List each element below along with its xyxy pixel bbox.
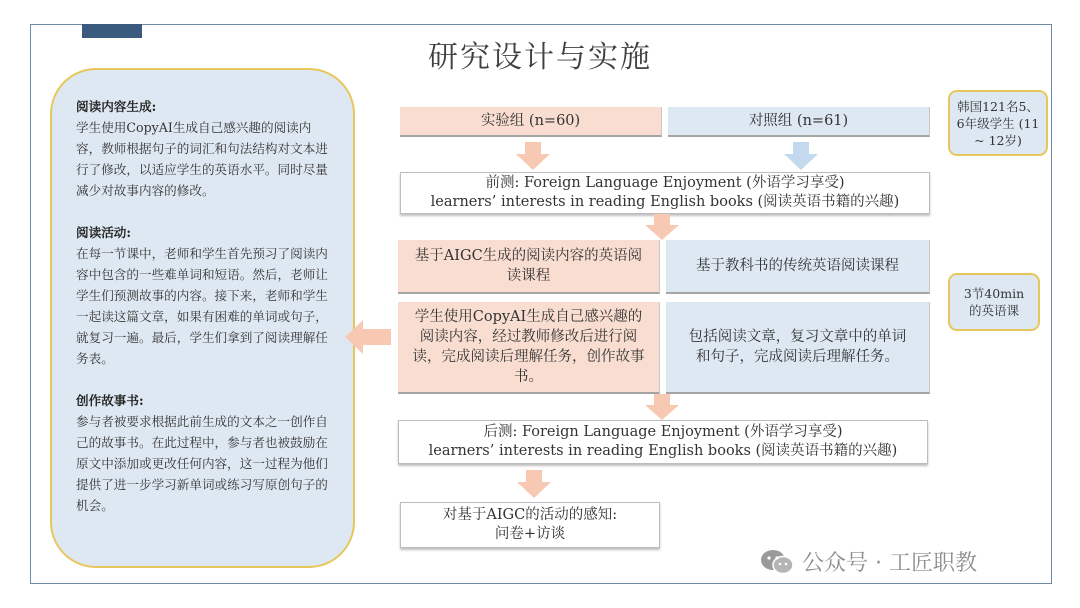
control-group-box: 对照组 (n=61) (668, 107, 930, 137)
down-arrow-salmon (516, 142, 550, 170)
down-arrow-salmon (645, 394, 679, 420)
control-activities-box: 包括阅读文章，复习文章中的单词和句子，完成阅读后理解任务。 (666, 302, 930, 394)
wechat-icon (760, 548, 794, 576)
watermark-text: 公众号 · 工匠职教 (802, 551, 977, 576)
perception-line1: 对基于AIGC的活动的感知: (442, 507, 618, 523)
posttest-box (398, 420, 928, 464)
lessons-note: 3节40min的英语课 (948, 273, 1040, 331)
experimental-activities-box: 学生使用CopyAI生成自己感兴趣的阅读内容，经过教师修改后进行阅读，完成阅读后理解任务，创作故事书。 (398, 302, 660, 394)
method-details-panel (50, 68, 355, 568)
section-heading: 阅读内容生成: (76, 99, 157, 114)
section-content-generation (76, 96, 335, 201)
down-arrow-salmon (645, 214, 679, 240)
experimental-group-box: 实验组 (n=60) (400, 107, 662, 137)
section-reading-activities (76, 222, 335, 369)
posttest-line1: 后测: Foreign Language Enjoyment (外语学习享受) (483, 424, 843, 440)
pretest-box (400, 172, 930, 214)
slide-title: 研究设计与实施 (428, 40, 652, 75)
participants-note: 韩国121名5、6年级学生 (11 ~ 12岁) (948, 90, 1048, 156)
control-course-box: 基于教科书的传统英语阅读课程 (666, 240, 930, 294)
section-body: 学生使用CopyAI生成自己感兴趣的阅读内容，教师根据句子的词汇和句法结构对文本进行了修改，以适应学生的英语水平。同时尽量减少对故事内容的修改。 (76, 120, 328, 198)
posttest-line2: learners’ interests in reading English books (阅读英语书籍的兴趣) (428, 443, 898, 459)
section-body: 参与者被要求根据此前生成的文本之一创作自己的故事书。在此过程中，参与者也被鼓励在原文中添加或更改任何内容，这一过程为他们提供了进一步学习新单词或练习写原创句子的机会。 (76, 414, 328, 513)
down-arrow-salmon (517, 470, 551, 498)
section-body: 在每一节课中，老师和学生首先预习了阅读内容中包含的一些难单词和短语。然后，老师让学生们预测故事的内容。接下来，老师和学生一起读这篇文章，如果有困难的单词或句子，就复习一遍。最后，学生们拿到了阅读理解任务表。 (76, 246, 328, 366)
section-storybook-creation (76, 390, 335, 516)
left-arrow (345, 320, 391, 354)
section-heading: 阅读活动: (76, 225, 132, 240)
watermark (760, 546, 977, 577)
pretest-line2: learners’ interests in reading English books (阅读英语书籍的兴趣) (430, 194, 900, 210)
perception-line2: 问卷+访谈 (494, 526, 566, 542)
section-heading: 创作故事书: (76, 393, 144, 408)
experimental-course-box: 基于AIGC生成的阅读内容的英语阅读课程 (398, 240, 660, 294)
pretest-line1: 前测: Foreign Language Enjoyment (外语学习享受) (485, 175, 845, 191)
down-arrow-blue (784, 142, 818, 170)
perception-box (400, 502, 660, 548)
